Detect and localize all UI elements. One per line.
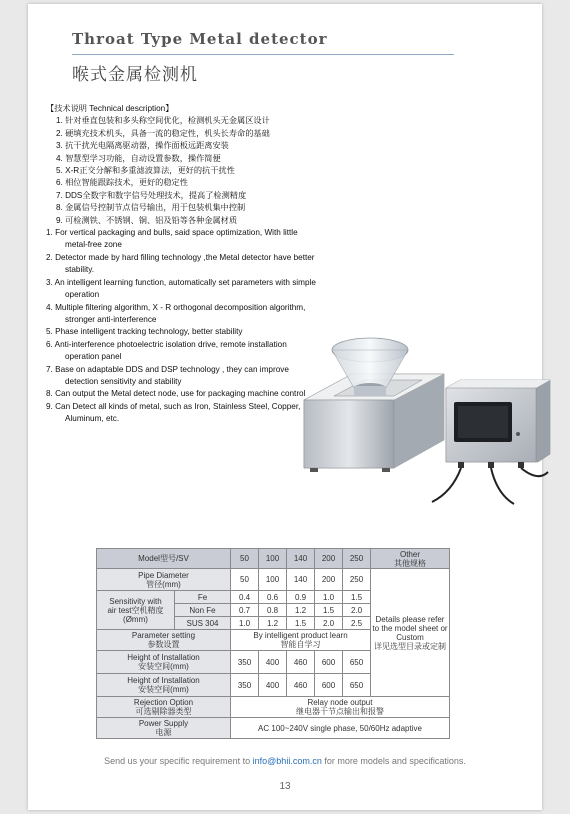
table-cell: 2.0 (315, 617, 343, 630)
feature-item: 8. 金属信号控制节点信号输出，用于包装机集中控制 (56, 203, 246, 213)
spec-table (96, 548, 450, 739)
table-cell: 2.5 (343, 617, 371, 630)
table-cell: Pipe Diameter 管径(mm) (97, 569, 231, 591)
model-column: 50 (231, 549, 259, 569)
feature-item: 5. Phase intelligent tracking technology, better stability (46, 327, 243, 337)
footer-text-before: Send us your specific requirement to (104, 756, 253, 766)
table-cell: 600 (315, 651, 343, 674)
feature-item: 8. Can output the Metal detect node, use for packaging machine control (46, 389, 306, 399)
feature-item: 3. An intelligent learning function, automatically set parameters with simple operation (46, 277, 316, 300)
title-english: Throat Type Metal detector (72, 30, 328, 48)
table-row (97, 718, 450, 739)
table-cell: 1.2 (287, 604, 315, 617)
table-cell: SUS 304 (175, 617, 231, 630)
table-cell: 460 (287, 651, 315, 674)
table-cell: 50 (231, 569, 259, 591)
brochure-page (28, 4, 542, 810)
table-cell: 1.5 (287, 617, 315, 630)
en-feature-list (46, 227, 316, 426)
table-cell: Relay node output 继电器干节点输出和报警 (231, 697, 450, 718)
table-cell: 350 (231, 651, 259, 674)
feature-item: 7. Base on adaptable DDS and DSP technology , they can improve detection sensitivity and stability (46, 364, 289, 386)
table-row (97, 569, 450, 591)
model-column: 250 (343, 549, 371, 569)
feature-item: 6. 相位智能跟踪技术，更好的稳定性 (56, 178, 188, 188)
table-cell: By intelligent product learn 智能自学习 (231, 630, 371, 651)
model-column: 100 (259, 549, 287, 569)
footer-contact (28, 756, 542, 766)
table-cell: Height of Installation 安装空间(mm) (97, 674, 231, 697)
footer-text-after: for more models and specifications. (321, 756, 466, 766)
table-cell: 250 (343, 569, 371, 591)
table-cell: Parameter setting 参数设置 (97, 630, 231, 651)
table-row (97, 697, 450, 718)
table-cell: 1.5 (343, 591, 371, 604)
title-divider (72, 54, 454, 55)
feature-item: 1. For vertical packaging and bulls, said space optimization, With little metal-free zone (46, 228, 298, 250)
table-cell: 200 (315, 569, 343, 591)
technical-description (46, 103, 316, 426)
page-number: 13 (279, 781, 291, 792)
feature-item: 4. Multiple filtering algorithm, X - R orthogonal decomposition algorithm, stronger anti-interference (46, 302, 306, 324)
table-cell: 650 (343, 674, 371, 697)
cn-feature-list (46, 115, 316, 227)
table-cell: 0.8 (259, 604, 287, 617)
feature-item: 9. Can Detect all kinds of metal, such as Iron, Stainless Steel, Copper, Aluminum, etc. (46, 401, 301, 424)
table-cell: Rejection Option 可选剔除器类型 (97, 697, 231, 718)
details-note: Details please refer to the model sheet or Custom 详见选型目录或定制 (371, 569, 450, 697)
table-cell: 1.0 (231, 617, 259, 630)
table-cell: 2.0 (343, 604, 371, 617)
table-cell: 1.0 (315, 591, 343, 604)
table-cell: 400 (259, 674, 287, 697)
model-header: Model型号/SV (97, 549, 231, 569)
other-header: Other 其他规格 (371, 549, 450, 569)
table-cell: 100 (259, 569, 287, 591)
title-chinese: 喉式金属检测机 (72, 65, 198, 84)
description-heading: 【技术说明 Technical description】 (46, 104, 174, 113)
model-column: 200 (315, 549, 343, 569)
feature-item: 7. DDS全数字和数字信号处理技术，提高了检测精度 (56, 190, 247, 200)
table-cell: Fe (175, 591, 231, 604)
feature-item: 6. Anti-interference photoelectric isolation drive, remote installation operation panel (46, 339, 287, 362)
table-cell: Non Fe (175, 604, 231, 617)
table-cell: 1.5 (315, 604, 343, 617)
table-cell: 1.2 (259, 617, 287, 630)
table-cell: 0.6 (259, 591, 287, 604)
table-cell: 0.4 (231, 591, 259, 604)
feature-item: 3. 抗干扰光电隔离驱动器，操作面板远距离安装 (56, 141, 229, 151)
model-column: 140 (287, 549, 315, 569)
table-cell: 0.9 (287, 591, 315, 604)
table-header-row (97, 549, 450, 569)
table-cell: 400 (259, 651, 287, 674)
feature-item: 2. Detector made by hard filling technology ,the Metal detector have better stability. (46, 252, 315, 275)
feature-item: 1. 针对垂直包装和多头称空间优化，检测机头无金属区设计 (56, 116, 270, 126)
table-cell: 350 (231, 674, 259, 697)
table-cell: 650 (343, 651, 371, 674)
table-cell: Sensitivity with air test空机精度 (Ømm) (97, 591, 175, 630)
feature-item: 2. 硬填充技术机头，具备一流的稳定性，机头长寿命的基础 (56, 128, 270, 138)
email-link[interactable]: info@bhii.com.cn (252, 756, 322, 766)
table-cell: 460 (287, 674, 315, 697)
feature-item: 9. 可检测铁、不锈钢、铜、铝及铅等各种金属材质 (56, 215, 238, 225)
table-cell: 600 (315, 674, 343, 697)
feature-item: 5. X-R正交分解和多重滤波算法，更好的抗干扰性 (56, 166, 235, 176)
table-cell: Power Supply 电源 (97, 718, 231, 739)
table-cell: Height of Installation 安装空间(mm) (97, 651, 231, 674)
product-photo (282, 322, 554, 518)
table-cell: AC 100~240V single phase, 50/60Hz adaptive (231, 718, 450, 739)
table-cell: 140 (287, 569, 315, 591)
table-cell: 0.7 (231, 604, 259, 617)
feature-item: 4. 智慧型学习功能，自动设置参数，操作简便 (56, 153, 221, 163)
